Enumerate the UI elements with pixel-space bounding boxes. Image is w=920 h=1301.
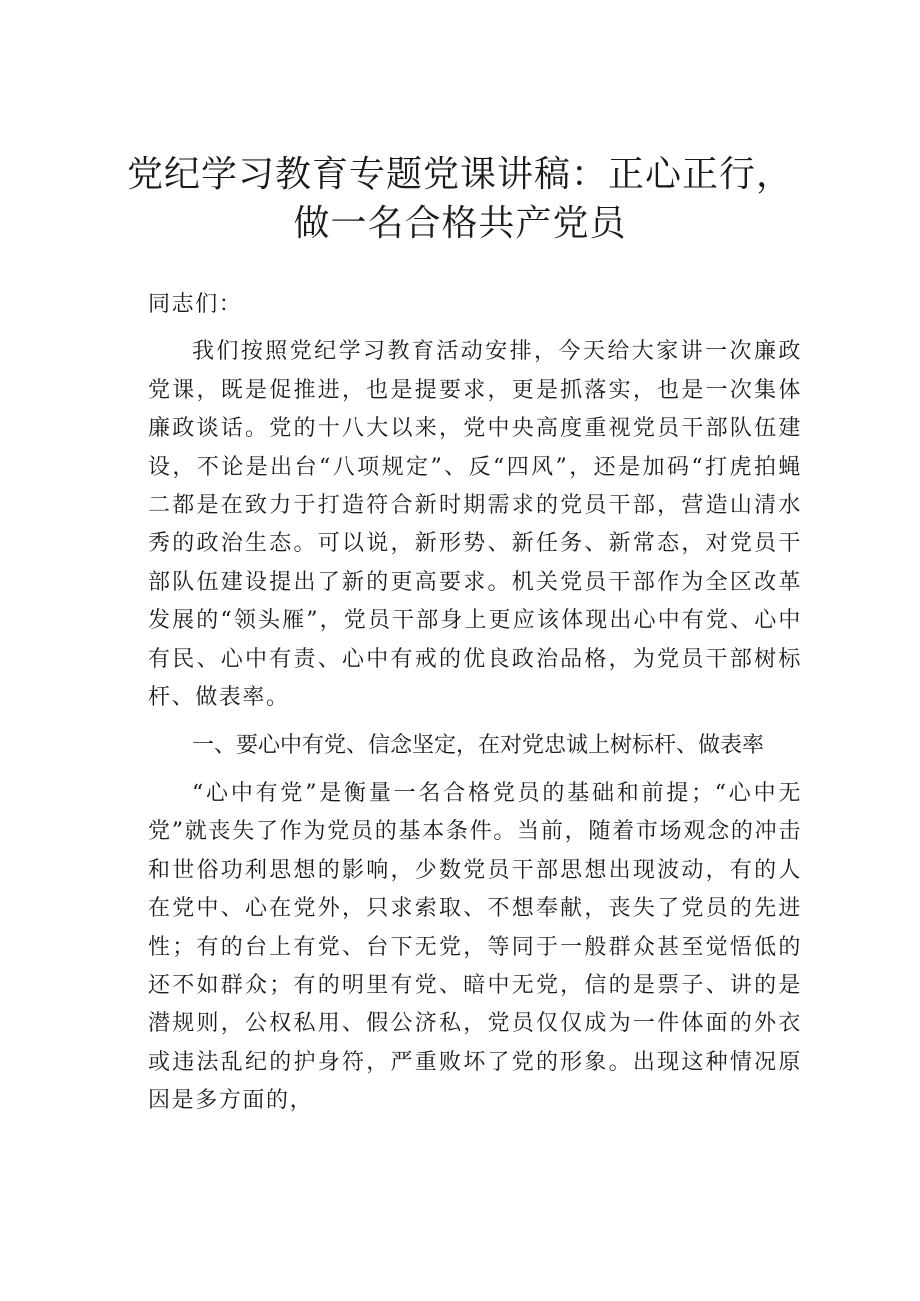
paragraph-gap	[148, 765, 802, 775]
document-body	[148, 286, 802, 1121]
title-line-1: 党纪学习教育专题党课讲稿：正心正行，	[126, 154, 793, 195]
paragraph-intro: 我们按照党纪学习教育活动安排，今天给大家讲一次廉政党课，既是促推进，也是提要求，更是抓落实，也是一次集体廉政谈话。党的十八大以来，党中央高度重视党员干部队伍建设，不论是出台“八项规定”、反“四风”，还是加码“打虎拍蝇二都是在致力于打造符合新时期需求的党员干部，营造山清水秀的政治生态。可以说，新形势、新任务、新常态，对党员干部队伍建设提出了新的更高要求。机关党员干部作为全区改革发展的“领头雁”，党员干部身上更应该体现出心中有党、心中有民、心中有责、心中有戒的优良政治品格，为党员干部树标杆、做表率。	[148, 339, 802, 711]
title-line-2: 做一名合格共产党员	[293, 203, 627, 244]
paragraph-gap	[148, 717, 802, 727]
section-heading-1: 一、要心中有党、信念坚定，在对党忠诚上树标杆、做表率	[192, 732, 765, 758]
greeting: 同志们：	[148, 292, 243, 317]
paragraph-section-1: “心中有党”是衡量一名合格党员的基础和前提；“心中无党”就丧失了作为党员的基本条件。当前，随着市场观念的冲击和世俗功利思想的影响，少数党员干部思想出现波动，有的人在党中、心在党外，只求索取、不想奉献，丧失了党员的先进性；有的台上有党、台下无党，等同于一般群众甚至觉悟低的还不如群众；有的明里有党、暗中无党，信的是票子、讲的是潜规则，公权私用、假公济私，党员仅仅成为一件体面的外衣或违法乱纪的护身符，严重败坏了党的形象。出现这种情况原因是多方面的，	[148, 780, 802, 1114]
document-title	[100, 150, 820, 248]
